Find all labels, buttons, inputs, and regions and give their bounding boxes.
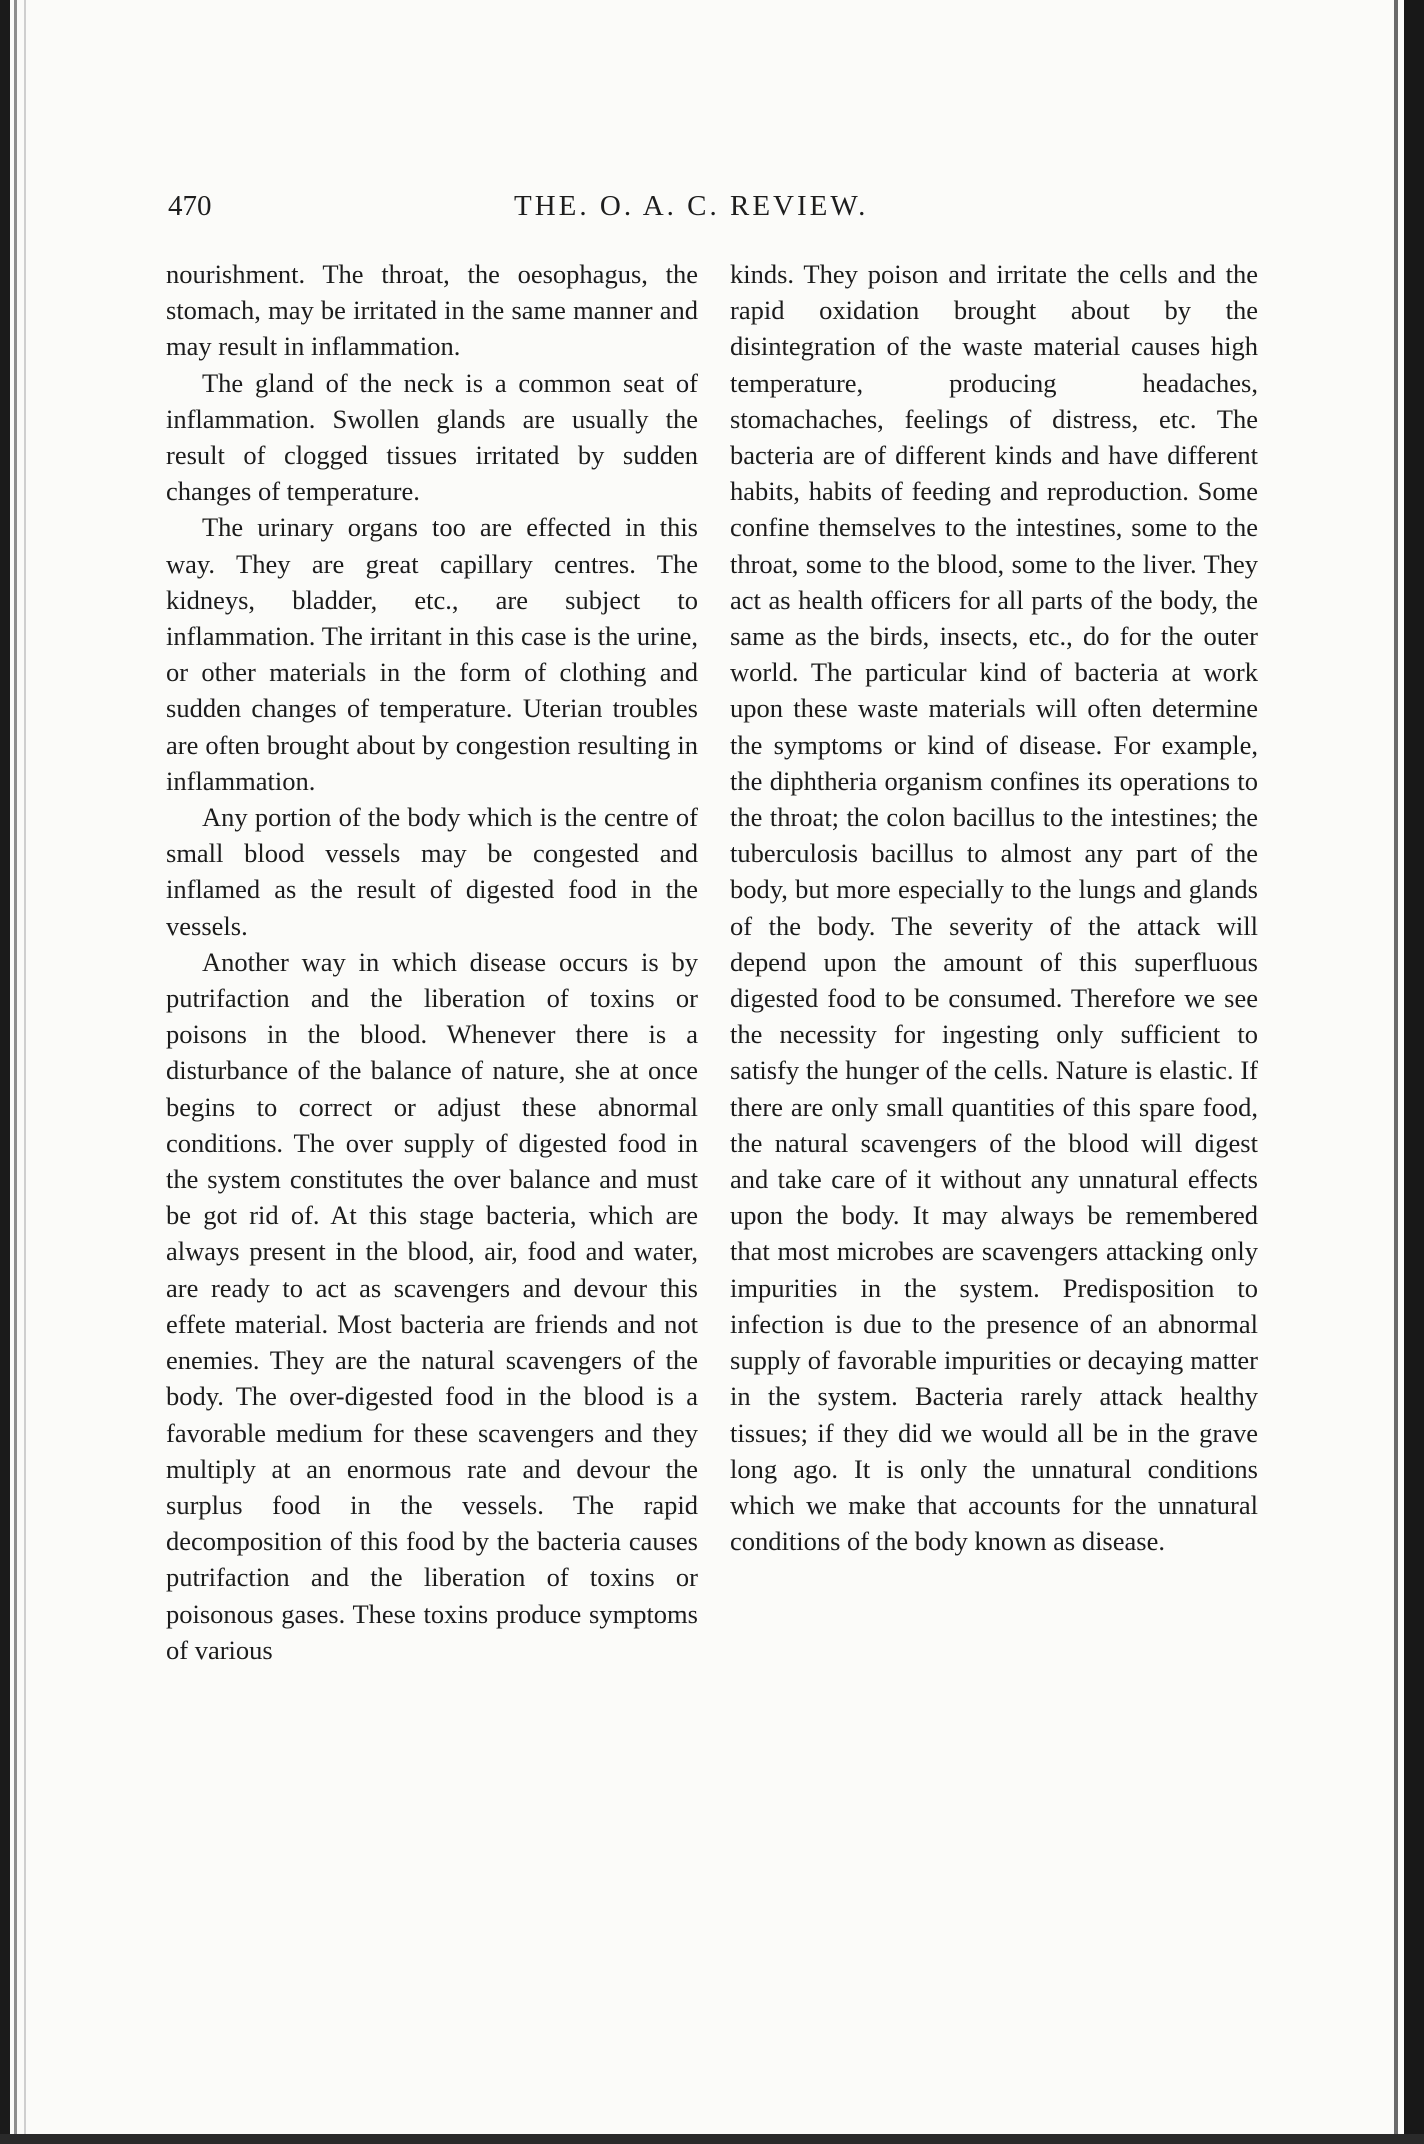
paragraph: nourishment. The throat, the oesophagus, the stomach, may be irritated in the same manner and may result in inflammation.: [166, 259, 698, 362]
scan-left-border: [0, 0, 10, 2144]
paragraph: The urinary organs too are effected in this way. They are great capillary centres. The kidneys, bladder, etc., are subject to inflammation. The irritant in this case is the urine, or other materials in the form of clothing and sudden changes of temperature. Uterian troubles are often brought about by congestion resulting in inflammation.: [166, 512, 698, 796]
scan-right-shadow: [1394, 0, 1398, 2144]
paragraph: The gland of the neck is a common seat of inflammation. Swollen glands are usually the result of clogged tissues irritated by sudden changes of temperature.: [166, 367, 698, 507]
journal-title: THE. O. A. C. REVIEW.: [514, 190, 869, 222]
scan-bottom-border: [0, 2134, 1424, 2144]
paragraph: Any portion of the body which is the centre of small blood vessels may be congested and inflamed as the result of digested food in the vessels.: [166, 802, 698, 941]
page-number: 470: [168, 190, 212, 222]
scan-left-shadow: [14, 0, 17, 2144]
right-column: [730, 256, 1258, 1559]
running-head: [168, 190, 1228, 230]
paragraph: Another way in which disease occurs is by putrifaction and the liberation of toxins or poisons in the blood. Whenever there is a disturbance of the balance of nature, she at once begins to correct or adjust these abnormal conditions. The over supply of digested food in the system constitutes the over balance and must be got rid of. At this stage bacteria, which are always present in the blood, air, food and water, are ready to act as scavengers and devour this effete material. Most bacteria are friends and not enemies. They are the natural scavengers of the body. The over-digested food in the blood is a favorable medium for these scavengers and they multiply at an enormous rate and devour the surplus food in the vessels. The rapid decomposition of this food by the bacteria causes putrifaction and the liberation of toxins or poisonous gases. These toxins produce symptoms of various: [166, 946, 698, 1665]
left-column: [166, 256, 698, 1668]
scan-right-border: [1404, 0, 1424, 2144]
paragraph: kinds. They poison and irritate the cells and the rapid oxidation brought about by the disintegration of the waste material causes high temperature, producing headaches, stomachaches, feelings of distress, etc. The bacteria are of different kinds and have different habits, habits of feeding and reproduction. Some confine themselves to the intestines, some to the throat, some to the blood, some to the liver. They act as health officers for all parts of the body, the same as the birds, insects, etc., do for the outer world. The particular kind of bacteria at work upon these waste materials will often determine the symptoms or kind of disease. For example, the diphtheria organism confines its operations to the throat; the colon bacillus to the intestines; the tuberculosis bacillus to almost any part of the body, but more especially to the lungs and glands of the body. The severity of the attack will depend upon the amount of this superfluous digested food to be consumed. Therefore we see the necessity for ingesting only sufficient to satisfy the hunger of the cells. Nature is elastic. If there are only small quantities of this spare food, the natural scavengers of the blood will digest and take care of it without any unnatural effects upon the body. It may always be remembered that most microbes are scavengers attacking only impurities in the system. Predisposition to infection is due to the presence of an abnormal supply of favorable impurities or decaying matter in the system. Bacteria rarely attack healthy tissues; if they did we would all be in the grave long ago. It is only the unnatural conditions which we make that accounts for the unnatural conditions of the body known as disease.: [730, 259, 1258, 1557]
scan-left-line: [24, 0, 26, 2144]
